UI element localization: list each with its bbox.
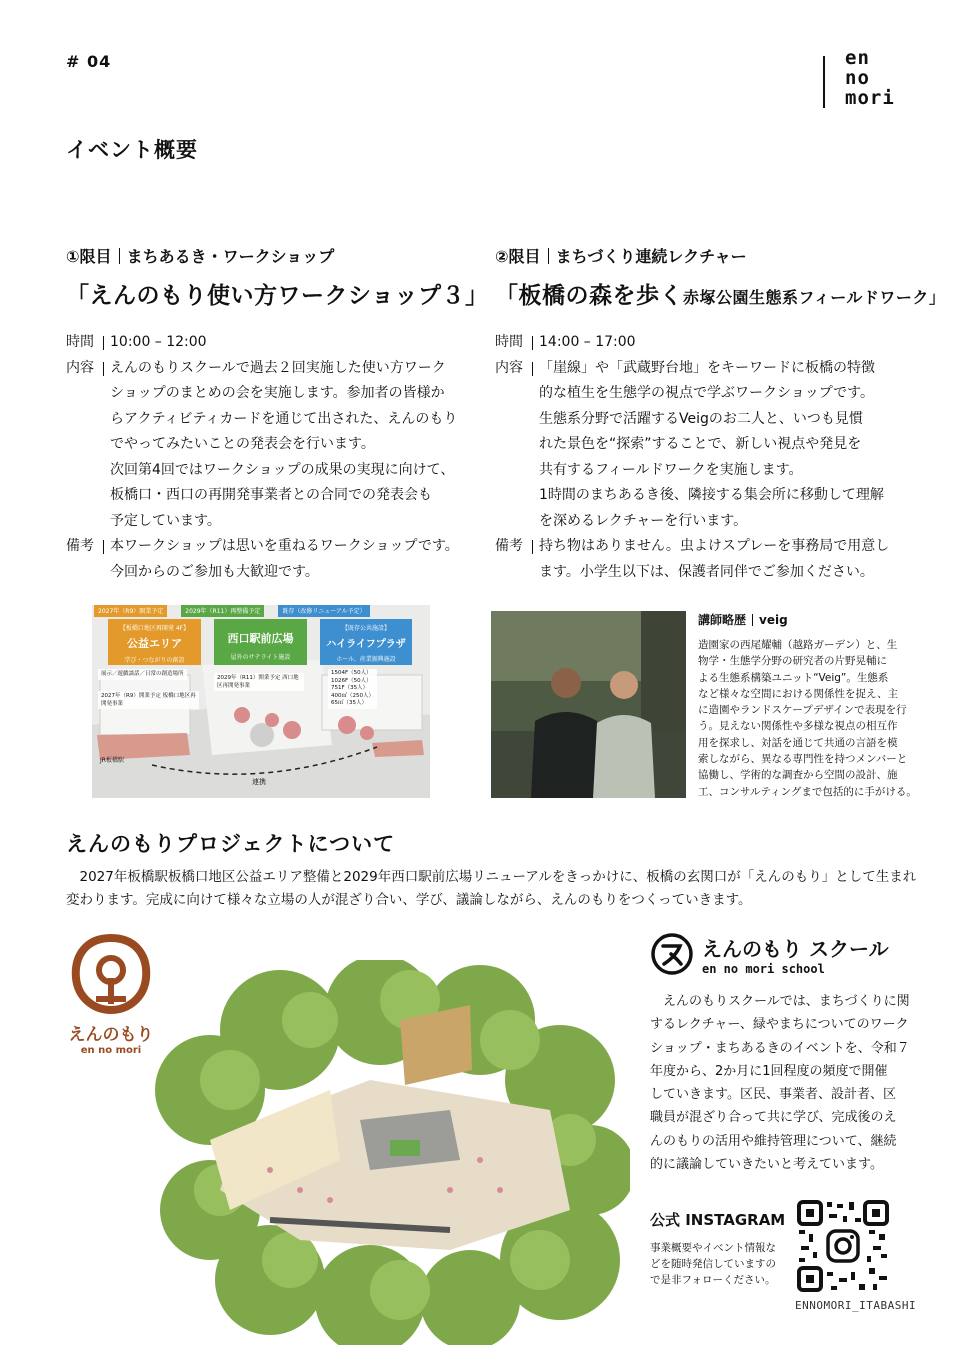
text-line: するレクチャー、緑やまちについてのワーク: [650, 1017, 909, 1033]
school-subtitle: en no mori school: [702, 961, 825, 976]
map-label-station: JR板橋駅: [100, 757, 124, 764]
event-2-period: ②限目: [495, 247, 541, 266]
event-1-heading: [66, 244, 466, 267]
map-area-desc: ホール、産業振興施設: [336, 656, 396, 663]
map-area-title: ハイライフプラザ: [326, 639, 406, 650]
text-line: 生態系分野で活躍するVeigのお二人と、いつも見慣: [539, 410, 863, 427]
event-2-time: 14:00 – 17:00: [539, 334, 636, 350]
map-area-sub: 【板橋口地区再開発 4F】: [119, 625, 190, 632]
text-line: でやってみたいことの発表会を行います。: [110, 436, 375, 452]
brand-logo-line: no: [845, 67, 870, 89]
map-tag: 2029年（R11）再整備予定: [181, 605, 264, 617]
text-line: で是非フォローください。: [650, 1274, 776, 1286]
brand-logo-line: mori: [845, 87, 895, 109]
project-description: [66, 866, 917, 912]
notes-label: 備考: [495, 538, 523, 554]
logo-divider: [823, 56, 825, 108]
school-title: えんのもり スクール: [702, 936, 889, 961]
map-area-title: 公益エリア: [127, 637, 182, 650]
text-line: 年度から、2か月に1回程度の頻度で開催: [650, 1063, 888, 1079]
text-line: ます。小学生以下は、保護者同伴でご参加ください。: [539, 563, 874, 580]
school-description: [650, 990, 910, 1176]
text-line: 本ワークショップは思いを重ねるワークショップです。: [110, 538, 459, 554]
text-line: ショップ・まちあるきのイベントを、令和７: [650, 1040, 910, 1056]
text-line: よる生態系構築ユニット“Veig”。生態系: [698, 671, 889, 684]
event-1-notes-row: [66, 534, 466, 585]
map-legend-line: 751F（35人）: [331, 685, 369, 691]
site-map-diagram: [92, 605, 430, 798]
enmori-logo: [66, 934, 156, 1059]
map-area-public: [108, 619, 201, 665]
event-2-title-main: 「板橋の森を歩く: [495, 283, 683, 309]
text-line: 職員が混ざり合って共に学び、完成後のえ: [650, 1110, 897, 1126]
event-2: [495, 244, 946, 585]
lecturer-photo: [491, 611, 686, 798]
map-area-high-life-plaza: [320, 619, 412, 665]
text-line: 板橋口・西口の再開発事業者との合同での発表会も: [110, 487, 432, 503]
text-line: う。見えない関係性や多様な視点の相互作: [698, 720, 898, 733]
event-2-notes-row: [495, 534, 915, 585]
event-1-period: ①限目: [66, 247, 112, 266]
event-2-heading: [495, 244, 915, 267]
text-line: 予定しています。: [110, 512, 221, 529]
text-line: 次回第4回ではワークショップの成果の実現に向けて、: [110, 461, 455, 478]
lecturer-heading: [698, 611, 788, 628]
text-line: 協働し、学術的な調査から空間の設計、施: [698, 769, 898, 782]
event-2-content: [539, 356, 915, 535]
divider: [752, 614, 753, 626]
text-line: 物学・生態学分野の研究者の片野晃輔に: [698, 655, 887, 668]
map-area-west-plaza: [214, 619, 307, 665]
map-tag: 既存（改修リニューアル予定）: [278, 605, 369, 617]
event-2-notes: [539, 534, 915, 585]
text-line: していきます。区民、事業者、設計者、区: [650, 1087, 896, 1103]
instagram-handle: ENNOMORI_ITABASHI: [795, 1299, 917, 1312]
text-line: 「崖線」や「武蔵野台地」をキーワードに板橋の特徴: [539, 359, 875, 376]
event-1-time-row: [66, 330, 466, 356]
event-1-content-row: [66, 356, 466, 535]
text-line: どを随時発信していますの: [650, 1258, 776, 1270]
text-line: ショップのまとめの会を実施します。参加者の皆様か: [110, 385, 445, 401]
lecturer-photo-image: [491, 611, 686, 798]
text-line: 2027年板橋駅板橋口地区公益エリア整備と2029年西口駅前広場リニューアルをきっかけに、板橋の玄関口が「えんのもり」として生まれ: [66, 869, 917, 885]
section-title: イベント概要: [66, 138, 198, 162]
text-line: 持ち物はありません。虫よけスプレーを事務局で用意し: [539, 538, 890, 554]
text-line: らアクティビティカードを通じて出された、えんのもり: [110, 410, 458, 427]
map-label: 2029年（R11）開業予定 西口地区再開発事業: [214, 673, 304, 691]
lecturer-name: veig: [759, 612, 788, 627]
time-label: 時間: [495, 334, 523, 350]
enmori-logo-mark: [66, 934, 156, 1014]
text-line: 索しながら、異なる専門性を持つメンバーと: [698, 753, 908, 766]
time-label: 時間: [66, 334, 94, 350]
event-1-title: 「えんのもり使い方ワークショップ３」: [66, 283, 489, 309]
text-line: に造園やランドスケープデザインで表現を行: [698, 704, 907, 717]
map-label: 2027年（R9）開業予定 板橋口地区再開発事業: [98, 691, 199, 709]
map-tags: [92, 605, 430, 617]
map-area-desc: 学び・つながりの創設: [124, 657, 185, 664]
map-legend: [328, 669, 377, 709]
map-label: 展示／遊戯談話／日常の創造場所: [98, 669, 187, 680]
school-header: [650, 932, 889, 976]
map-legend-line: 1026F（50人）: [331, 677, 372, 684]
brand-logo: [845, 48, 895, 108]
map-area-title: 西口駅前広場: [227, 632, 294, 645]
school-logo-icon: [650, 932, 694, 976]
event-1-content: [110, 356, 466, 535]
event-2-title: [495, 277, 946, 310]
text-line: 1時間のまちあるき後、隣接する集会所に移動して理解: [539, 487, 884, 503]
event-2-content-row: [495, 356, 915, 535]
text-line: を深めるレクチャーを行います。: [539, 512, 748, 529]
text-line: 的に議論していきたいと考えています。: [650, 1157, 883, 1173]
notes-label: 備考: [66, 538, 94, 554]
text-line: 共有するフィールドワークを実施します。: [539, 461, 803, 478]
event-1-category: まちあるき・ワークショップ: [126, 247, 335, 266]
divider: [548, 248, 549, 264]
text-line: 工、コンサルティングまで包括的に手がける。: [698, 785, 917, 798]
text-line: 変わります。完成に向けて様々な立場の人が混ざり合い、学び、議論しながら、えんのもりをつくっていきます。: [66, 892, 752, 908]
content-label: 内容: [66, 359, 94, 376]
map-label-link: 連携: [252, 778, 266, 786]
map-area-sub: 【既存公共施設】: [341, 625, 390, 632]
text-line: 事業概要やイベント情報な: [650, 1242, 776, 1254]
instagram-title: 公式 INSTAGRAM: [650, 1211, 786, 1229]
text-line: 用を探求し、対話を通じて共通の言語を模: [698, 736, 898, 749]
enmori-logo-en: en no mori: [80, 1045, 142, 1056]
enmori-logo-jp: えんのもり: [68, 1025, 154, 1045]
page-number: # 04: [66, 52, 112, 71]
map-legend-line: 1504F（50人）: [331, 670, 372, 676]
text-line: えんのもりスクールで過去２回実施した使い方ワーク: [110, 359, 446, 376]
lecturer-bio: [698, 637, 917, 800]
divider: [119, 248, 120, 264]
instagram-description: [650, 1240, 776, 1288]
map-legend-line: 65㎡（35人）: [331, 700, 367, 706]
brand-logo-line: en: [845, 47, 870, 69]
map-legend-line: 400㎡（250人）: [331, 692, 374, 699]
aerial-illustration: [150, 960, 630, 1345]
text-line: 今回からのご参加も大歓迎です。: [110, 563, 319, 580]
text-line: 的な植生を生態学の視点で学ぶワークショップです。: [539, 385, 875, 401]
project-title: えんのもりプロジェクトについて: [66, 832, 396, 856]
text-line: んのもりの活用や維持管理について、継続: [650, 1133, 897, 1149]
map-tag: 2027年（R9）開業予定: [94, 605, 167, 617]
content-label: 内容: [495, 359, 523, 376]
aerial-illustration-image: [150, 960, 630, 1345]
text-line: 造園家の西尾耀輔（越路ガーデン）と、生: [698, 639, 898, 651]
event-2-category: まちづくり連続レクチャー: [555, 247, 747, 266]
event-2-time-row: [495, 330, 915, 356]
event-1-time: 10:00 – 12:00: [110, 334, 207, 350]
lecturer-label: 講師略歴: [698, 613, 747, 627]
instagram-qr-code[interactable]: [795, 1198, 891, 1294]
text-line: など様々な空間における関係性を捉え、主: [698, 687, 899, 700]
event-2-title-sub: 赤塚公園生態系フィールドワーク」: [683, 288, 946, 307]
text-line: れた景色を“探索”することで、新しい視点や発見を: [539, 436, 862, 452]
event-1: [66, 244, 489, 585]
event-1-notes: [110, 534, 466, 585]
map-area-desc: 屋外のサテライト施設: [230, 654, 291, 661]
qr-code-icon: [795, 1198, 891, 1294]
text-line: えんのもりスクールでは、まちづくりに関: [650, 994, 910, 1009]
